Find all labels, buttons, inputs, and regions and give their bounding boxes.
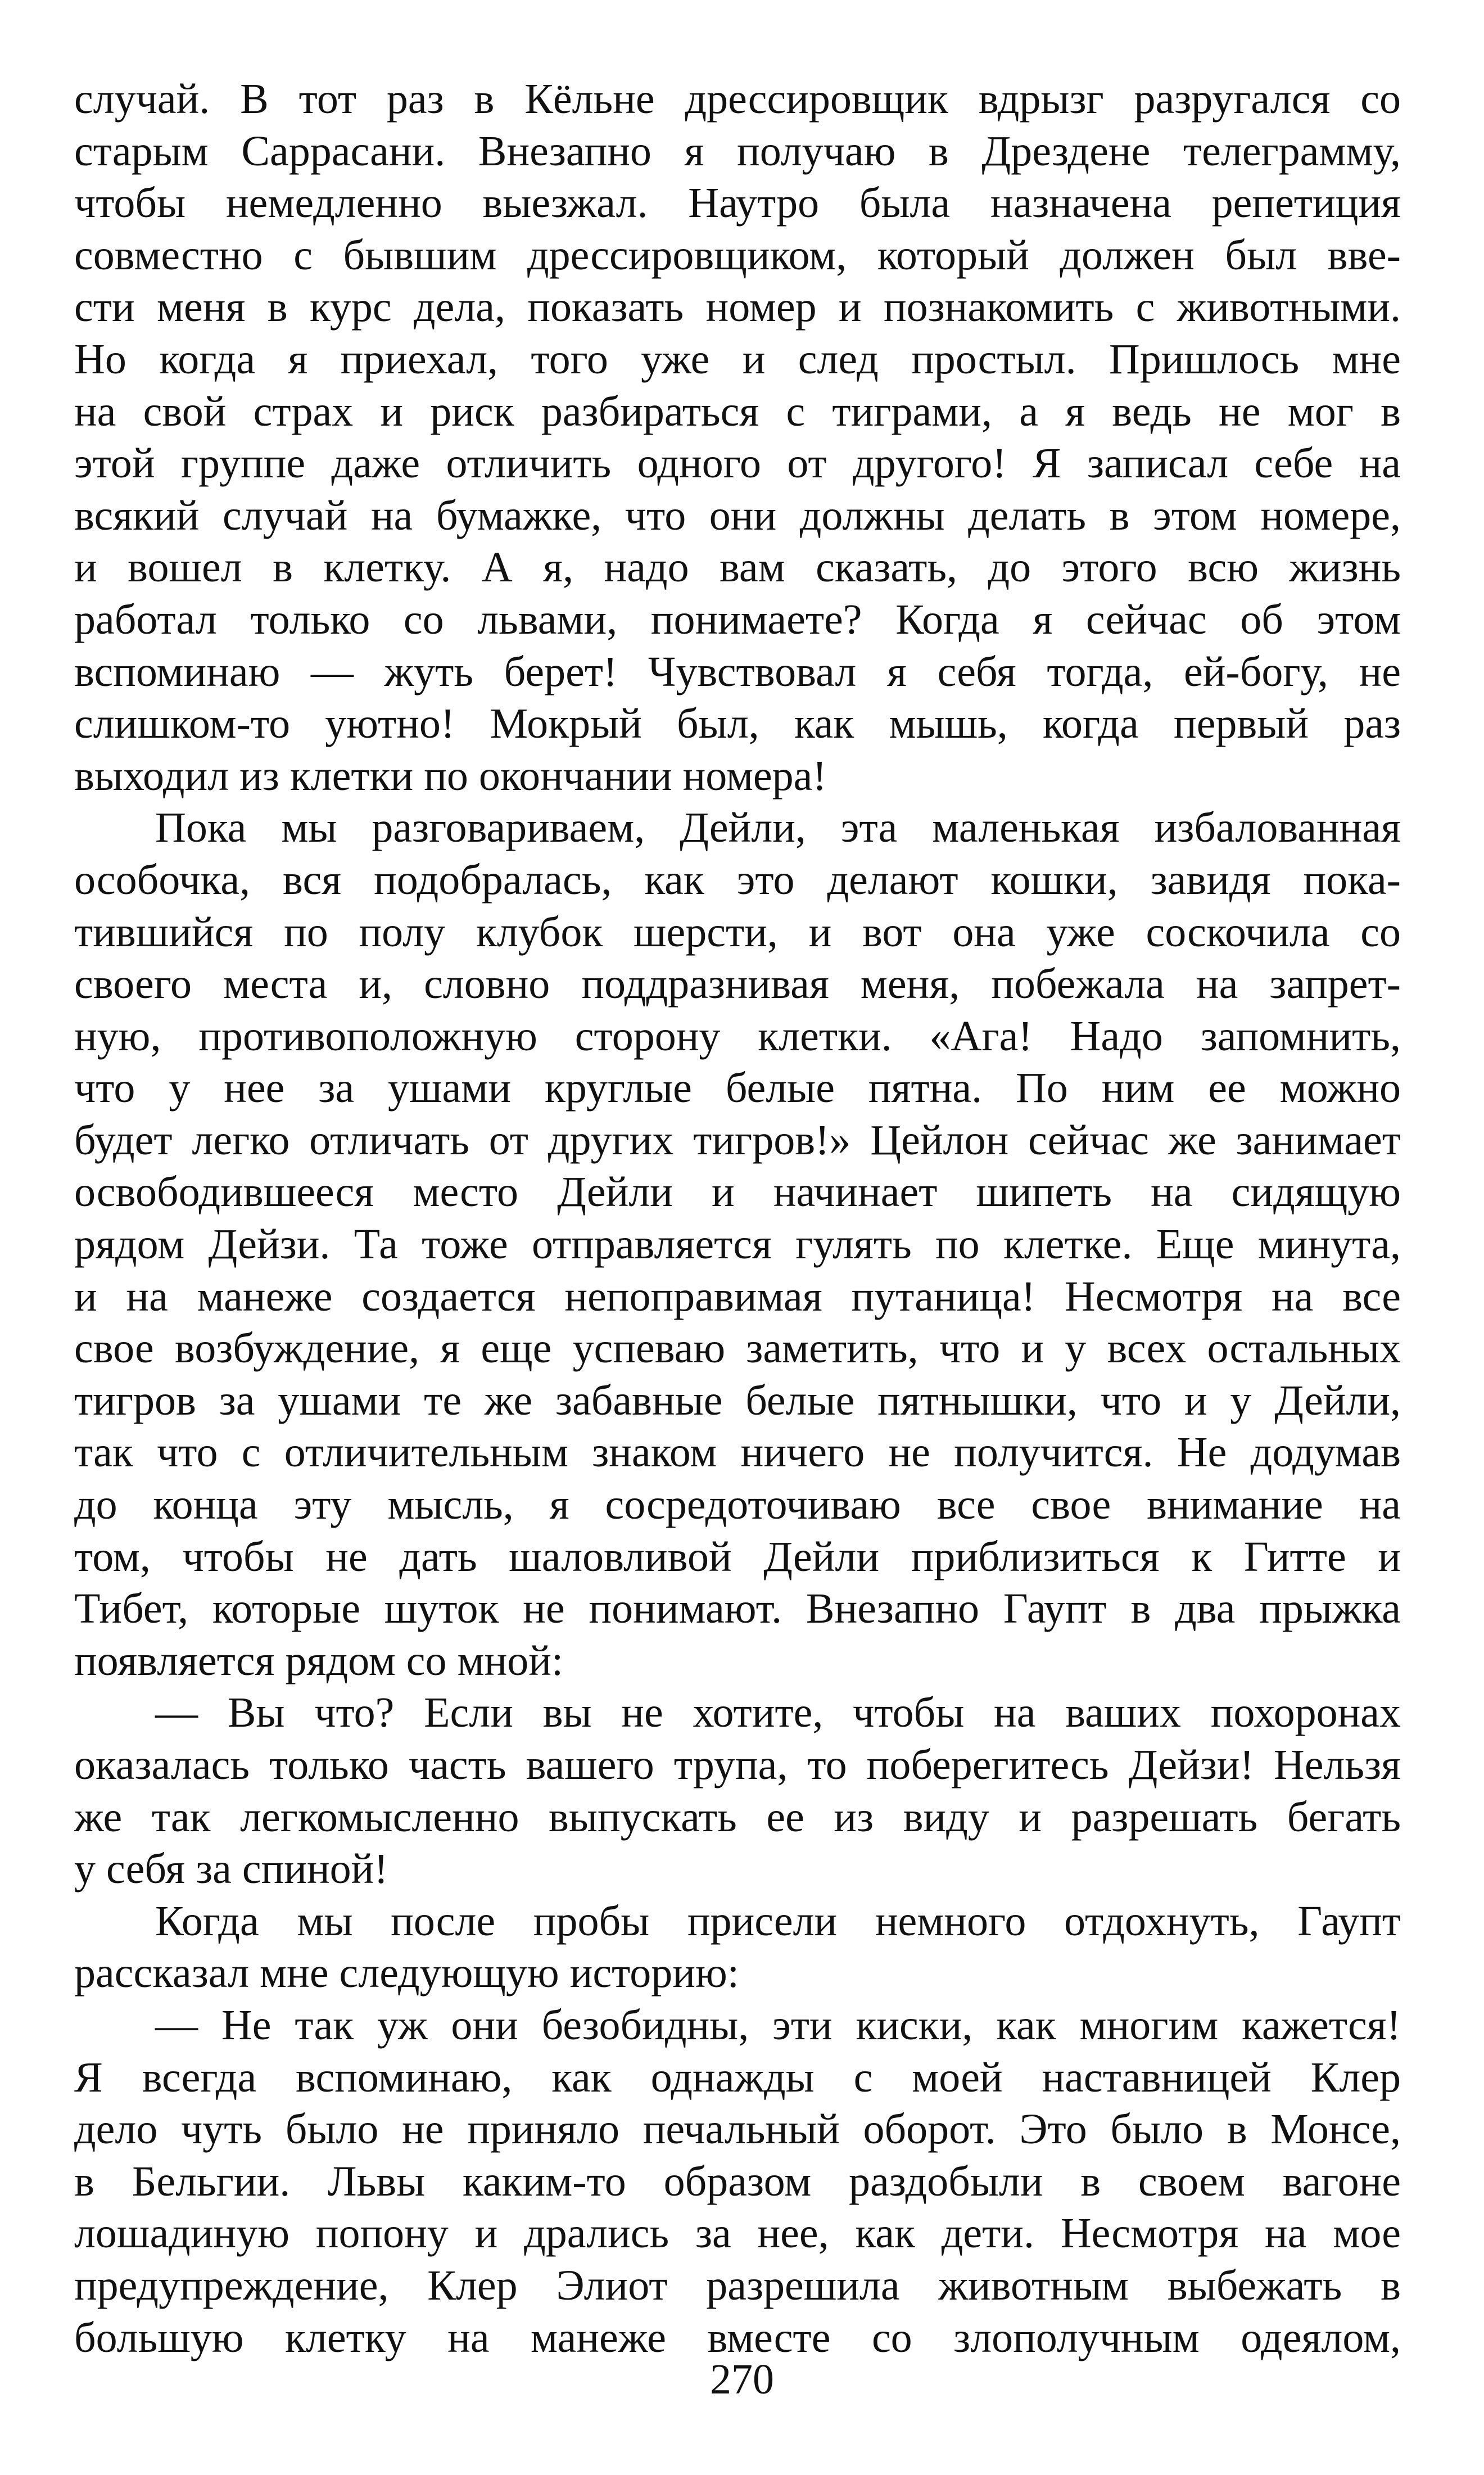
text-line: тившийся по полу клубок шерсти, и вот она уже соскочила со bbox=[74, 908, 1401, 956]
text-line: Тибет, которые шуток не понимают. Внезапно Гаупт в два прыжка bbox=[74, 1585, 1401, 1633]
text-line: же так легкомысленно выпускать ее из виду и разрешать бегать bbox=[74, 1793, 1401, 1841]
text-line: выходил из клетки по окончании номера! bbox=[74, 752, 827, 800]
text-line: предупреждение, Клер Элиот разрешила животным выбежать в bbox=[74, 2261, 1401, 2309]
text-line: большую клетку на манеже вместе со злополучным одеялом, bbox=[74, 2314, 1401, 2361]
paragraph bbox=[74, 1895, 1401, 1999]
text-line: всякий случай на бумажке, что они должны делать в этом номере, bbox=[74, 491, 1401, 539]
text-line: дело чуть было не приняло печальный оборот. Это было в Монсе, bbox=[74, 2106, 1401, 2153]
text-line: в Бельгии. Львы каким-то образом раздобыли в своем вагоне bbox=[74, 2157, 1401, 2205]
text-line: так что с отличительным знаком ничего не получится. Не додумав bbox=[74, 1429, 1401, 1476]
text-line: оказалась только часть вашего трупа, то поберегитесь Дейзи! Нельзя bbox=[74, 1741, 1401, 1788]
text-line: Пока мы разговариваем, Дейли, эта маленькая избалованная bbox=[155, 804, 1401, 852]
paragraph bbox=[74, 73, 1401, 802]
text-line: свое возбуждение, я еще успеваю заметить, что и у всех остальных bbox=[74, 1325, 1401, 1372]
text-line: и на манеже создается непоправимая путаница! Несмотря на все bbox=[74, 1272, 1401, 1320]
text-line: на свой страх и риск разбираться с тиграми, а я ведь не мог в bbox=[74, 387, 1401, 435]
text-line: — Вы что? Если вы не хотите, чтобы на ваших похоронах bbox=[155, 1689, 1401, 1737]
text-line: — Не так уж они безобидны, эти киски, как многим кажется! bbox=[155, 2001, 1401, 2049]
text-line: этой группе даже отличить одного от другого! Я записал себе на bbox=[74, 440, 1401, 487]
text-line: что у нее за ушами круглые белые пятна. По ним ее можно bbox=[74, 1064, 1401, 1112]
text-line: рассказал мне следующую историю: bbox=[74, 1949, 739, 1997]
text-line: тигров за ушами те же забавные белые пятнышки, что и у Дейли, bbox=[74, 1376, 1401, 1424]
text-line: и вошел в клетку. А я, надо вам сказать, до этого всю жизнь bbox=[74, 544, 1401, 591]
text-line: сти меня в курс дела, показать номер и познакомить с животными. bbox=[74, 283, 1401, 331]
text-line: Когда мы после пробы присели немного отдохнуть, Гаупт bbox=[155, 1897, 1401, 1945]
paragraph bbox=[74, 1999, 1401, 2364]
text-line: вспоминаю — жуть берет! Чувствовал я себя тогда, ей-богу, не bbox=[74, 648, 1401, 695]
text-line: до конца эту мысль, я сосредоточиваю все свое внимание на bbox=[74, 1481, 1401, 1529]
text-line: будет легко отличать от других тигров!» Цейлон сейчас же занимает bbox=[74, 1116, 1401, 1164]
text-line: чтобы немедленно выезжал. Наутро была назначена репетиция bbox=[74, 179, 1401, 227]
text-line: Но когда я приехал, того уже и след простыл. Пришлось мне bbox=[74, 335, 1401, 383]
text-line: том, чтобы не дать шаловливой Дейли приблизиться к Гитте и bbox=[74, 1533, 1401, 1580]
text-line: Я всегда вспоминаю, как однажды с моей наставницей Клер bbox=[74, 2053, 1401, 2101]
text-line: у себя за спиной! bbox=[74, 1845, 388, 1893]
text-line: освободившееся место Дейли и начинает шипеть на сидящую bbox=[74, 1168, 1401, 1216]
text-line: старым Саррасани. Внезапно я получаю в Дрездене телеграмму, bbox=[74, 127, 1401, 175]
paragraph bbox=[74, 802, 1401, 1687]
text-line: рядом Дейзи. Та тоже отправляется гулять по клетке. Еще минута, bbox=[74, 1221, 1401, 1268]
text-line: совместно с бывшим дрессировщиком, который должен был вве- bbox=[74, 231, 1401, 279]
text-line: работал только со львами, понимаете? Когда я сейчас об этом bbox=[74, 595, 1401, 643]
page-number: 270 bbox=[710, 2356, 774, 2403]
text-line: особочка, вся подобралась, как это делают кошки, завидя пока- bbox=[74, 856, 1401, 904]
text-line: ную, противоположную сторону клетки. «Ага! Надо запомнить, bbox=[74, 1012, 1401, 1060]
paragraph bbox=[74, 1687, 1401, 1895]
text-line: своего места и, словно поддразнивая меня, побежала на запрет- bbox=[74, 960, 1401, 1008]
text-line: случай. В тот раз в Кёльне дрессировщик вдрызг разругался со bbox=[74, 75, 1401, 123]
text-line: появляется рядом со мной: bbox=[74, 1637, 564, 1684]
body-text bbox=[74, 73, 1401, 2364]
text-line: слишком-то уютно! Мокрый был, как мышь, когда первый раз bbox=[74, 700, 1401, 748]
book-page bbox=[74, 73, 1401, 2364]
text-line: лошадиную попону и дрались за нее, как дети. Несмотря на мое bbox=[74, 2210, 1401, 2257]
